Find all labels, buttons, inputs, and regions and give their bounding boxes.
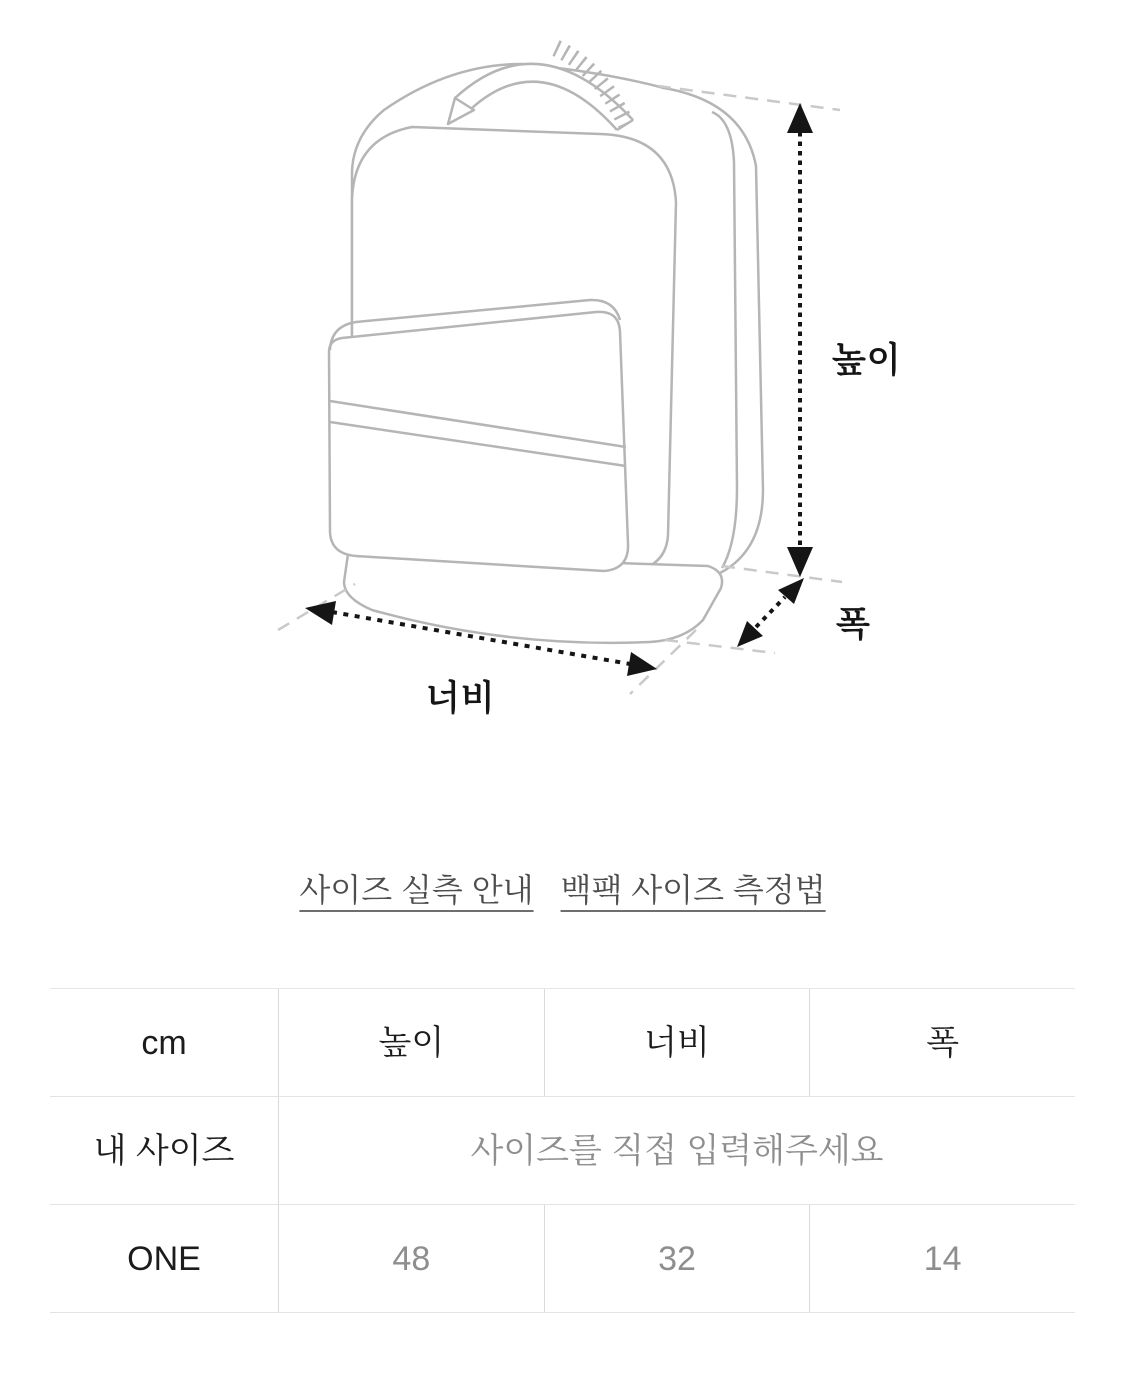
- size-guide-links: [0, 865, 1125, 911]
- width-label: 너비: [426, 679, 496, 718]
- col-header-unit: cm: [141, 1023, 187, 1062]
- depth-dimension-arrow: [737, 578, 804, 647]
- link-backpack-size-method[interactable]: 백팩 사이즈 측정법: [560, 872, 826, 908]
- size-row-one: [50, 1205, 1075, 1313]
- size-row-label: ONE: [127, 1239, 201, 1278]
- height-label: 높이: [832, 341, 902, 380]
- backpack-diagram-svg: [260, 20, 920, 720]
- size-table: [50, 988, 1075, 1313]
- col-header-depth: 폭: [809, 989, 1075, 1096]
- guide-mid-right: [722, 566, 842, 582]
- size-value-height: 48: [278, 1205, 544, 1312]
- my-size-row: [50, 1097, 1075, 1205]
- my-size-input-prompt[interactable]: 사이즈를 직접 입력해주세요: [278, 1097, 1075, 1204]
- guide-bottom-right: [665, 640, 775, 653]
- size-table-header-row: [50, 989, 1075, 1097]
- depth-label: 폭: [836, 605, 871, 644]
- size-value-width: 32: [544, 1205, 810, 1312]
- link-size-measure-guide[interactable]: 사이즈 실측 안내: [299, 872, 534, 908]
- height-dimension-arrow: [787, 103, 813, 577]
- my-size-row-label: 내 사이즈: [93, 1131, 235, 1170]
- size-value-depth: 14: [809, 1205, 1075, 1312]
- col-header-height: 높이: [278, 989, 544, 1096]
- col-header-width: 너비: [544, 989, 810, 1096]
